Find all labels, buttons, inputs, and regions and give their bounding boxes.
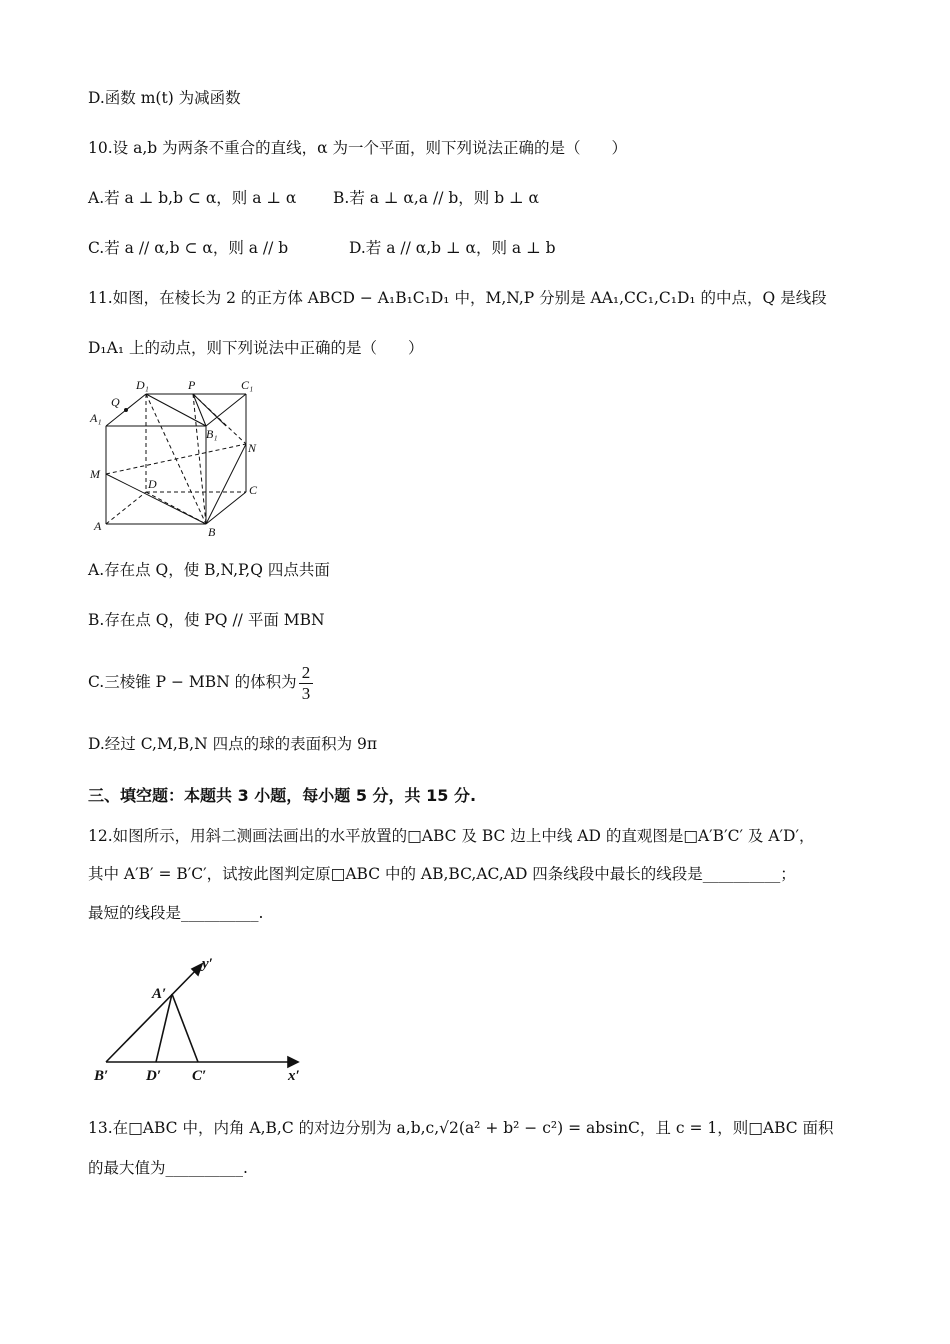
q12-line2: 其中 A′B′ = B′C′，试按此图判定原□ABC 中的 AB,BC,AC,AD 四条线段中最长的线段是__________； (88, 865, 796, 883)
label-b-prime: B′ (94, 1068, 109, 1084)
q10-option-d: D.若 a // α,b ⊥ α，则 a ⊥ b (349, 239, 556, 257)
label-d: D (148, 477, 157, 491)
q11-stem-line1: 11.如图，在棱长为 2 的正方体 ABCD − A₁B₁C₁D₁ 中，M,N,P 分别是 AA₁,CC₁,C₁D₁ 的中点，Q 是线段 (88, 289, 827, 307)
label-a: A (94, 519, 102, 533)
q10-option-c: C.若 a // α,b ⊂ α，则 a // b (88, 239, 289, 257)
q11-option-c-text: C.三棱锥 P − MBN 的体积为 (88, 673, 297, 691)
label-p: P (188, 378, 196, 392)
q11-option-a: A.存在点 Q，使 B,N,P,Q 四点共面 (88, 561, 330, 579)
label-a1: A₁ (90, 411, 102, 425)
label-y-prime: y′ (202, 956, 213, 972)
fraction-two-thirds (299, 663, 314, 704)
label-d-prime: D′ (146, 1068, 162, 1084)
q13-line1: 13.在□ABC 中，内角 A,B,C 的对边分别为 a,b,c,√2(a² + b² − c²) = absinC，且 c = 1，则□ABC 面积 (88, 1119, 834, 1137)
label-c: C (249, 483, 258, 497)
oblique-triangle-figure (90, 950, 320, 1090)
q9-option-d: D.函数 m(t) 为减函数 (88, 89, 241, 107)
fraction-numerator: 2 (299, 663, 314, 684)
label-c1: C₁ (241, 378, 254, 392)
q10-option-a: A.若 a ⊥ b,b ⊂ α，则 a ⊥ α (88, 189, 297, 207)
q11-option-c (88, 660, 313, 704)
label-q: Q (111, 395, 120, 409)
q10-stem: 10.设 a,b 为两条不重合的直线，α 为一个平面，则下列说法正确的是（ ） (88, 139, 627, 157)
fraction-denominator: 3 (301, 683, 311, 703)
q10-option-b: B.若 a ⊥ α,a // b，则 b ⊥ α (333, 189, 540, 207)
label-b: B (208, 525, 216, 539)
label-b1: B₁ (206, 427, 218, 441)
label-a-prime: A′ (152, 986, 167, 1002)
label-x-prime: x′ (288, 1068, 300, 1084)
q11-option-b: B.存在点 Q，使 PQ // 平面 MBN (88, 611, 325, 629)
q12-line1: 12.如图所示，用斜二测画法画出的水平放置的□ABC 及 BC 边上中线 AD 的直观图是□A′B′C′ 及 A′D′， (88, 827, 815, 845)
q13-line2: 的最大值为__________. (88, 1159, 248, 1177)
label-c-prime: C′ (192, 1068, 207, 1084)
label-d1: D₁ (136, 378, 149, 392)
q12-line3: 最短的线段是__________. (88, 904, 264, 922)
q11-option-d: D.经过 C,M,B,N 四点的球的表面积为 9π (88, 735, 378, 753)
label-n: N (248, 441, 257, 455)
section-3-title: 三、填空题：本题共 3 小题，每小题 5 分，共 15 分. (88, 786, 477, 805)
cube-figure (86, 374, 276, 544)
label-m: M (90, 467, 100, 481)
q11-stem-line2: D₁A₁ 上的动点，则下列说法中正确的是（ ） (88, 339, 424, 357)
